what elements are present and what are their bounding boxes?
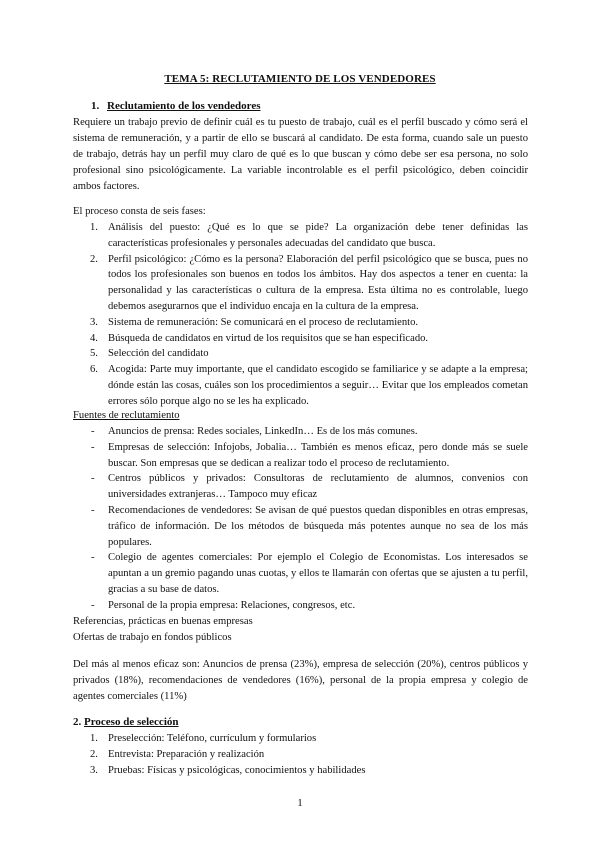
list-item: 3. Pruebas: Físicas y psicológicas, conocimientos y habilidades [90, 764, 366, 776]
list-item: 5. Selección del candidato [90, 348, 209, 360]
sources-heading: Fuentes de reclutamiento [73, 410, 180, 421]
page-title: TEMA 5: RECLUTAMIENTO DE LOS VENDEDORES [164, 73, 436, 85]
list-item: 2. Perfil psicológico: ¿Cómo es la persona? Elaboración del perfil psicológico que se busca, pues no todos los profesionales son buenos en todos los ámbitos. Hay dos aspectos a tener en cuenta: la personalidad y las características o cultura de la empresa. Esta última no es controlable, luego debemos asegurarnos que el individuo encaja en la cultura de la empresa. [90, 253, 528, 312]
list-item: - Personal de la propia empresa: Relaciones, congresos, etc. [73, 598, 528, 614]
list-item: - Centros públicos y privados: Consultoras de reclutamiento de alumnos, convenios con universidades extranjeras… Tampoco muy eficaz [73, 471, 528, 503]
note-public-offers: Ofertas de trabajo en fondos públicos [73, 632, 232, 643]
section-1-heading: Reclutamiento de los vendedores [107, 100, 261, 112]
list-item: 1. Preselección: Teléfono, currículum y formularios [90, 733, 317, 744]
list-item: 2. Entrevista: Preparación y realización [90, 748, 265, 760]
list-item: - Colegio de agentes comerciales: Por ejemplo el Colegio de Economistas. Los interesados se apuntan a un gremio pagando unas cuotas, y ellos te llamarán con ofertas que se ajusten a tu perfil, gracias a su base de datos. [73, 550, 528, 597]
list-item: 1. Análisis del puesto: ¿Qué es lo que se pide? La organización debe tener definidas las características profesionales y personales adecuadas del candidato que busca. [90, 222, 528, 249]
selection-steps-list [73, 731, 528, 778]
list-item: - Anuncios de prensa: Redes sociales, LinkedIn… Es de los más comunes. [73, 424, 528, 440]
note-references: Referencias, prácticas en buenas empresas [73, 616, 253, 627]
list-item: 3. Sistema de remuneración: Se comunicará en el proceso de reclutamiento. [90, 316, 419, 328]
section-2-number: 2. [73, 716, 82, 728]
list-item: - Recomendaciones de vendedores: Se avisan de qué puestos quedan disponibles en otras empresas, tráfico de información. De los métodos de búsqueda más potentes aunque no sea de los más populares. [73, 503, 528, 550]
list-item: 4. Búsqueda de candidatos en virtud de los requisitos que se han especificado. [90, 332, 429, 344]
phases-intro: El proceso consta de seis fases: [73, 206, 206, 217]
sources-list [73, 424, 528, 614]
section-1-intro: Requiere un trabajo previo de definir cuál es tu puesto de trabajo, cuál es el perfil buscado y cómo será el sistema de remuneración, y a partir de ello se buscará al candidato. De esta forma, cuando sale un puesto de trabajo, detrás hay un perfil muy claro de qué es lo que buscan y cómo debe ser esa persona, no solo profesional sino psicológicamente. La variable incontrolable es el perfil psicológico, deben coincidir ambos factores. [73, 117, 528, 192]
section-2-heading: Proceso de selección [84, 716, 179, 728]
list-item: 6. Acogida: Parte muy importante, que el candidato escogido se familiarice y se adapte a la empresa; dónde están las cosas, cuáles son los procedimientos a seguir… Evitar que los empleados cometan errores sólo porque algo no se les ha explicado. [90, 364, 528, 407]
efficacy-paragraph: Del más al menos eficaz son: Anuncios de prensa (23%), empresa de selección (20%), centros públicos y privados (18%), recomendaciones de vendedores (16%), personal de la propia empresa y colegio de agentes comerciales (11%) [73, 659, 528, 702]
phases-list [73, 220, 528, 410]
section-1-number: 1. [91, 100, 100, 112]
page-number: 1 [297, 797, 303, 809]
list-item: - Empresas de selección: Infojobs, Jobalia… También es menos eficaz, pero donde más se suele buscar. Son empresas que se dedican a realizar todo el proceso de reclutamiento. [73, 440, 528, 472]
